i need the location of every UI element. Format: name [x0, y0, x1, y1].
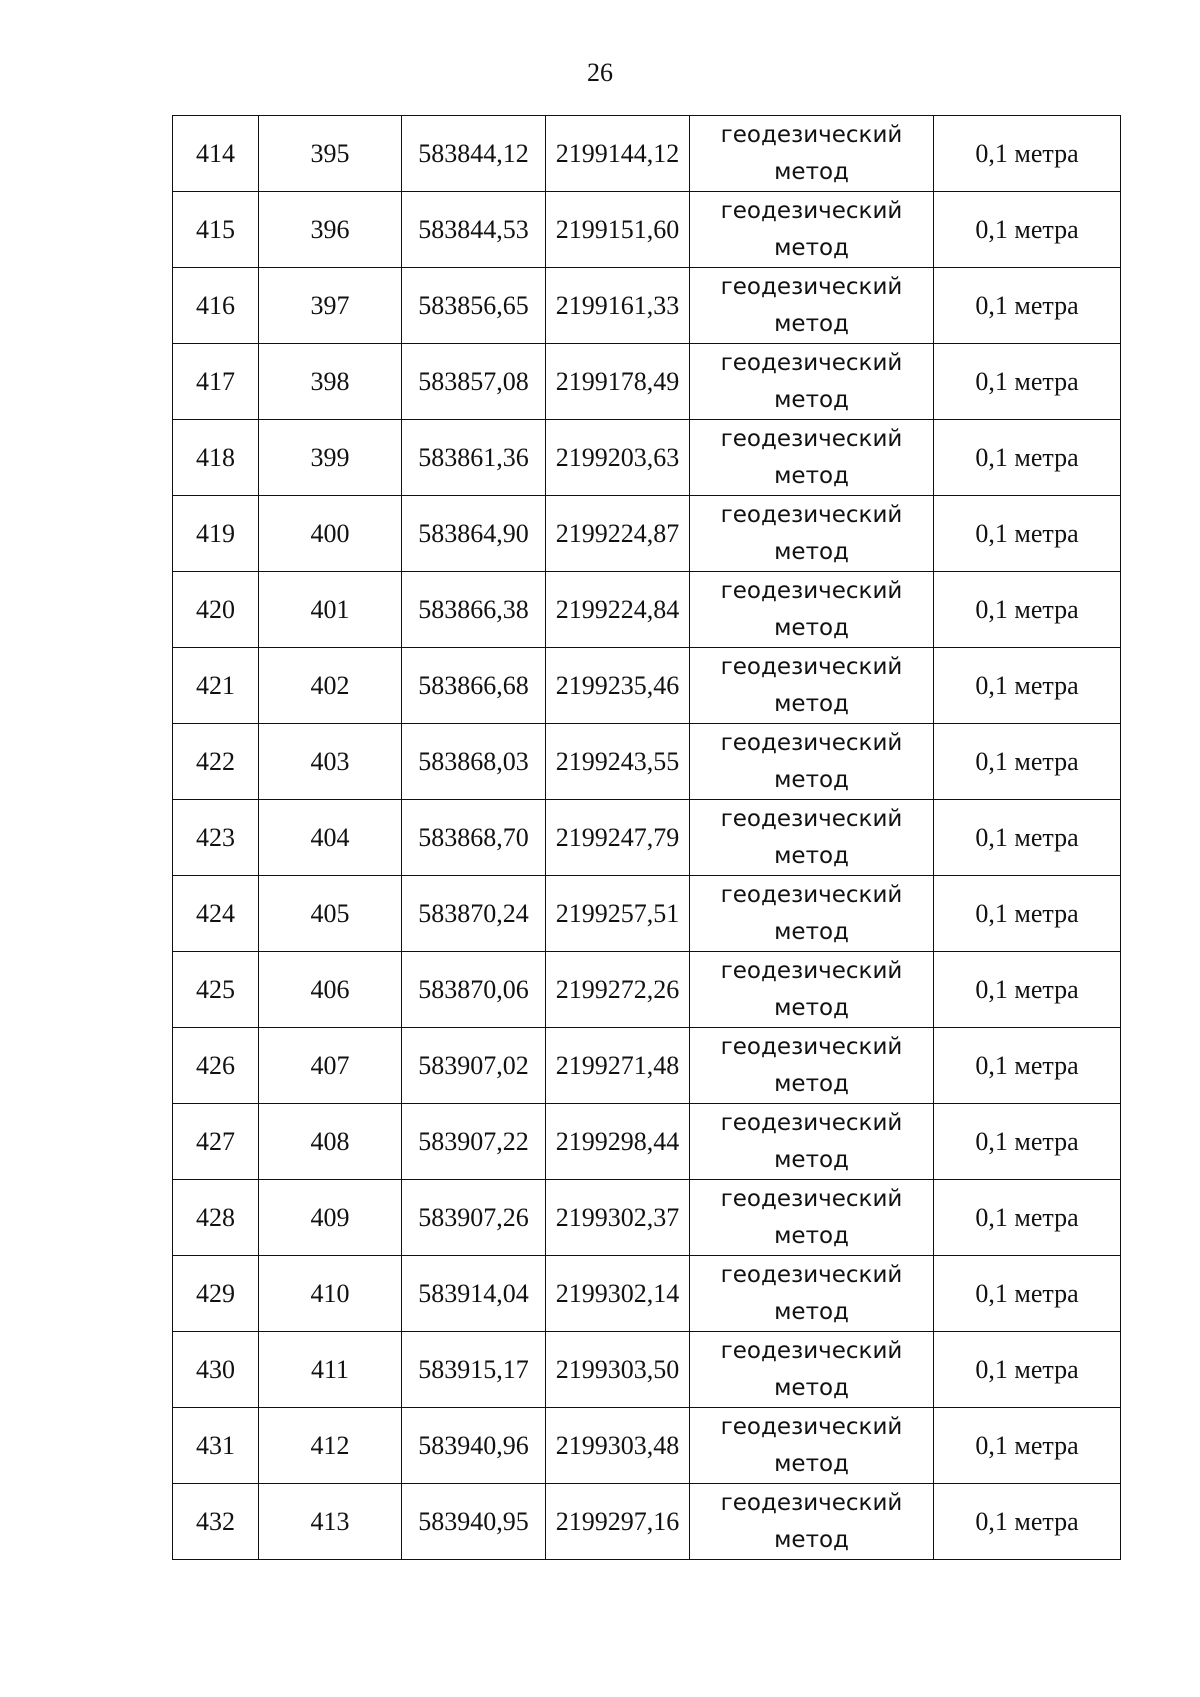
method-line-1: геодезический: [720, 349, 903, 376]
accuracy-cell: 0,1 метра: [934, 724, 1121, 800]
point-number-cell: 409: [259, 1180, 402, 1256]
accuracy-cell: 0,1 метра: [934, 1028, 1121, 1104]
table-row: [173, 1180, 1121, 1256]
table-row: [173, 1104, 1121, 1180]
method-line-1: геодезический: [720, 1261, 903, 1288]
row-number-cell: 430: [173, 1332, 259, 1408]
row-number-cell: 425: [173, 952, 259, 1028]
method-cell: [690, 1408, 934, 1484]
method-line-1: геодезический: [720, 425, 903, 452]
method-line-1: геодезический: [720, 197, 903, 224]
method-cell: [690, 724, 934, 800]
method-line-2: метод: [774, 1070, 849, 1097]
table-row: [173, 344, 1121, 420]
method-cell: [690, 344, 934, 420]
row-number-cell: 415: [173, 192, 259, 268]
method-line-1: геодезический: [720, 1413, 903, 1440]
method-cell: [690, 1104, 934, 1180]
method-line-2: метод: [774, 1450, 849, 1477]
method-line-1: геодезический: [720, 1033, 903, 1060]
method-line-2: метод: [774, 690, 849, 717]
accuracy-cell: 0,1 метра: [934, 572, 1121, 648]
y-coordinate-cell: 2199235,46: [546, 648, 690, 724]
method-line-1: геодезический: [720, 501, 903, 528]
method-line-1: геодезический: [720, 957, 903, 984]
row-number-cell: 419: [173, 496, 259, 572]
method-line-2: метод: [774, 1146, 849, 1173]
table-row: [173, 1408, 1121, 1484]
row-number-cell: 414: [173, 116, 259, 192]
method-line-1: геодезический: [720, 1337, 903, 1364]
method-line-2: метод: [774, 994, 849, 1021]
table-row: [173, 192, 1121, 268]
row-number-cell: 422: [173, 724, 259, 800]
y-coordinate-cell: 2199272,26: [546, 952, 690, 1028]
accuracy-cell: 0,1 метра: [934, 1180, 1121, 1256]
point-number-cell: 410: [259, 1256, 402, 1332]
row-number-cell: 417: [173, 344, 259, 420]
method-line-1: геодезический: [720, 653, 903, 680]
table-row: [173, 1256, 1121, 1332]
table-row: [173, 648, 1121, 724]
method-line-1: геодезический: [720, 1185, 903, 1212]
method-line-1: геодезический: [720, 729, 903, 756]
x-coordinate-cell: 583907,02: [402, 1028, 546, 1104]
accuracy-cell: 0,1 метра: [934, 876, 1121, 952]
row-number-cell: 426: [173, 1028, 259, 1104]
method-line-2: метод: [774, 462, 849, 489]
table-row: [173, 420, 1121, 496]
x-coordinate-cell: 583915,17: [402, 1332, 546, 1408]
method-line-2: метод: [774, 614, 849, 641]
method-line-1: геодезический: [720, 1489, 903, 1516]
y-coordinate-cell: 2199302,37: [546, 1180, 690, 1256]
coordinates-table: [172, 115, 1121, 1560]
x-coordinate-cell: 583856,65: [402, 268, 546, 344]
row-number-cell: 427: [173, 1104, 259, 1180]
x-coordinate-cell: 583907,22: [402, 1104, 546, 1180]
x-coordinate-cell: 583844,12: [402, 116, 546, 192]
table-row: [173, 1028, 1121, 1104]
accuracy-cell: 0,1 метра: [934, 420, 1121, 496]
y-coordinate-cell: 2199303,48: [546, 1408, 690, 1484]
method-cell: [690, 1256, 934, 1332]
accuracy-cell: 0,1 метра: [934, 648, 1121, 724]
method-line-1: геодезический: [720, 1109, 903, 1136]
point-number-cell: 398: [259, 344, 402, 420]
table-row: [173, 1332, 1121, 1408]
y-coordinate-cell: 2199144,12: [546, 116, 690, 192]
x-coordinate-cell: 583940,96: [402, 1408, 546, 1484]
method-cell: [690, 572, 934, 648]
point-number-cell: 406: [259, 952, 402, 1028]
point-number-cell: 408: [259, 1104, 402, 1180]
y-coordinate-cell: 2199224,87: [546, 496, 690, 572]
accuracy-cell: 0,1 метра: [934, 1484, 1121, 1560]
method-cell: [690, 1332, 934, 1408]
point-number-cell: 405: [259, 876, 402, 952]
x-coordinate-cell: 583868,03: [402, 724, 546, 800]
row-number-cell: 423: [173, 800, 259, 876]
row-number-cell: 428: [173, 1180, 259, 1256]
method-line-2: метод: [774, 1298, 849, 1325]
accuracy-cell: 0,1 метра: [934, 268, 1121, 344]
method-line-1: геодезический: [720, 805, 903, 832]
method-line-2: метод: [774, 310, 849, 337]
x-coordinate-cell: 583857,08: [402, 344, 546, 420]
accuracy-cell: 0,1 метра: [934, 1332, 1121, 1408]
accuracy-cell: 0,1 метра: [934, 116, 1121, 192]
method-cell: [690, 268, 934, 344]
method-line-2: метод: [774, 842, 849, 869]
accuracy-cell: 0,1 метра: [934, 344, 1121, 420]
method-line-1: геодезический: [720, 577, 903, 604]
row-number-cell: 432: [173, 1484, 259, 1560]
y-coordinate-cell: 2199302,14: [546, 1256, 690, 1332]
x-coordinate-cell: 583870,06: [402, 952, 546, 1028]
accuracy-cell: 0,1 метра: [934, 800, 1121, 876]
x-coordinate-cell: 583940,95: [402, 1484, 546, 1560]
method-line-1: геодезический: [720, 881, 903, 908]
row-number-cell: 416: [173, 268, 259, 344]
point-number-cell: 413: [259, 1484, 402, 1560]
table-row: [173, 116, 1121, 192]
x-coordinate-cell: 583866,68: [402, 648, 546, 724]
x-coordinate-cell: 583861,36: [402, 420, 546, 496]
method-line-2: метод: [774, 1526, 849, 1553]
y-coordinate-cell: 2199243,55: [546, 724, 690, 800]
method-cell: [690, 952, 934, 1028]
x-coordinate-cell: 583866,38: [402, 572, 546, 648]
method-line-2: метод: [774, 1374, 849, 1401]
method-line-2: метод: [774, 766, 849, 793]
row-number-cell: 421: [173, 648, 259, 724]
table-row: [173, 876, 1121, 952]
y-coordinate-cell: 2199257,51: [546, 876, 690, 952]
y-coordinate-cell: 2199224,84: [546, 572, 690, 648]
point-number-cell: 399: [259, 420, 402, 496]
method-cell: [690, 496, 934, 572]
row-number-cell: 431: [173, 1408, 259, 1484]
point-number-cell: 397: [259, 268, 402, 344]
method-cell: [690, 1180, 934, 1256]
x-coordinate-cell: 583868,70: [402, 800, 546, 876]
point-number-cell: 401: [259, 572, 402, 648]
point-number-cell: 402: [259, 648, 402, 724]
y-coordinate-cell: 2199271,48: [546, 1028, 690, 1104]
y-coordinate-cell: 2199303,50: [546, 1332, 690, 1408]
accuracy-cell: 0,1 метра: [934, 192, 1121, 268]
accuracy-cell: 0,1 метра: [934, 1256, 1121, 1332]
method-line-1: геодезический: [720, 121, 903, 148]
point-number-cell: 396: [259, 192, 402, 268]
row-number-cell: 424: [173, 876, 259, 952]
point-number-cell: 407: [259, 1028, 402, 1104]
y-coordinate-cell: 2199297,16: [546, 1484, 690, 1560]
point-number-cell: 411: [259, 1332, 402, 1408]
method-cell: [690, 1028, 934, 1104]
x-coordinate-cell: 583870,24: [402, 876, 546, 952]
y-coordinate-cell: 2199203,63: [546, 420, 690, 496]
point-number-cell: 395: [259, 116, 402, 192]
accuracy-cell: 0,1 метра: [934, 496, 1121, 572]
method-cell: [690, 800, 934, 876]
y-coordinate-cell: 2199247,79: [546, 800, 690, 876]
accuracy-cell: 0,1 метра: [934, 1104, 1121, 1180]
method-line-2: метод: [774, 538, 849, 565]
table-row: [173, 268, 1121, 344]
method-cell: [690, 116, 934, 192]
method-cell: [690, 420, 934, 496]
point-number-cell: 412: [259, 1408, 402, 1484]
method-cell: [690, 1484, 934, 1560]
y-coordinate-cell: 2199178,49: [546, 344, 690, 420]
table-body: [173, 116, 1121, 1560]
page-number: 26: [587, 58, 613, 87]
x-coordinate-cell: 583914,04: [402, 1256, 546, 1332]
table-row: [173, 496, 1121, 572]
x-coordinate-cell: 583907,26: [402, 1180, 546, 1256]
method-line-2: метод: [774, 158, 849, 185]
table-row: [173, 952, 1121, 1028]
method-line-2: метод: [774, 1222, 849, 1249]
x-coordinate-cell: 583844,53: [402, 192, 546, 268]
point-number-cell: 403: [259, 724, 402, 800]
method-line-2: метод: [774, 386, 849, 413]
table-row: [173, 572, 1121, 648]
accuracy-cell: 0,1 метра: [934, 1408, 1121, 1484]
x-coordinate-cell: 583864,90: [402, 496, 546, 572]
y-coordinate-cell: 2199298,44: [546, 1104, 690, 1180]
accuracy-cell: 0,1 метра: [934, 952, 1121, 1028]
method-line-2: метод: [774, 234, 849, 261]
row-number-cell: 429: [173, 1256, 259, 1332]
method-line-1: геодезический: [720, 273, 903, 300]
method-line-2: метод: [774, 918, 849, 945]
row-number-cell: 420: [173, 572, 259, 648]
point-number-cell: 404: [259, 800, 402, 876]
row-number-cell: 418: [173, 420, 259, 496]
table-row: [173, 800, 1121, 876]
table-row: [173, 724, 1121, 800]
y-coordinate-cell: 2199161,33: [546, 268, 690, 344]
method-cell: [690, 648, 934, 724]
table-row: [173, 1484, 1121, 1560]
point-number-cell: 400: [259, 496, 402, 572]
method-cell: [690, 192, 934, 268]
y-coordinate-cell: 2199151,60: [546, 192, 690, 268]
method-cell: [690, 876, 934, 952]
